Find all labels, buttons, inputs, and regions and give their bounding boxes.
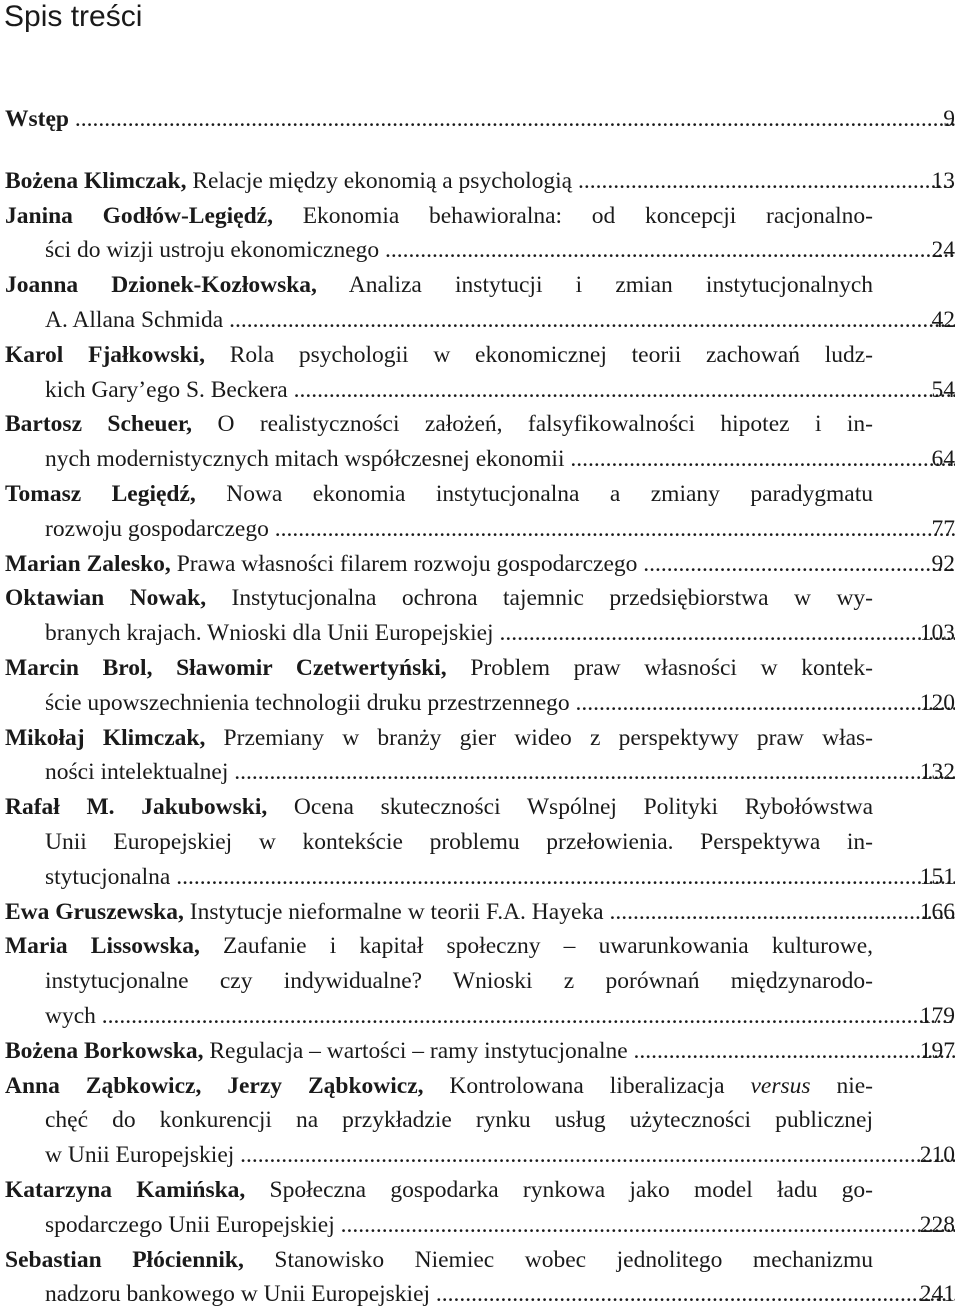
entry-line xyxy=(5,164,955,199)
entry-author: Tomasz Legiędź, xyxy=(5,481,196,507)
page-number: 13 xyxy=(875,164,955,199)
entry-title-cont: branych krajach. Wnioski dla Unii Europejskiej xyxy=(45,620,494,646)
entry-title-cont: Unii Europejskiej w kontekście problemu przełowienia. Perspektywa in- xyxy=(45,829,873,855)
entry-title: Problem praw własności w kontek- xyxy=(470,655,873,681)
entry-line xyxy=(5,233,955,268)
entry-title-cont: stytucjonalna xyxy=(45,864,170,890)
entry-line xyxy=(5,755,955,790)
entry-line xyxy=(5,999,955,1034)
entry-line xyxy=(5,616,955,651)
entry-author: Mikołaj Klimczak, xyxy=(5,725,205,751)
entry-line xyxy=(5,268,955,303)
entry-author: Janina Godłów-Legiędź, xyxy=(5,203,273,229)
entry-title-cont: rozwoju gospodarczego xyxy=(45,516,269,542)
entry-title: Przemiany w branży gier wideo z perspektywy praw włas- xyxy=(224,725,873,751)
entry-line xyxy=(5,199,955,234)
toc-entry[interactable] xyxy=(5,338,955,408)
toc-entry[interactable] xyxy=(5,651,955,721)
entry-line xyxy=(5,686,955,721)
toc-entry[interactable] xyxy=(5,547,955,582)
toc-entry[interactable] xyxy=(5,929,955,1033)
entry-line xyxy=(5,512,955,547)
entry-title-cont: nych modernistycznych mitach współczesnej ekonomii xyxy=(45,446,564,472)
page-number: 241 xyxy=(875,1277,955,1312)
entry-line xyxy=(5,1034,955,1069)
entry-line xyxy=(5,1103,955,1138)
page-number: 120 xyxy=(875,686,955,721)
entry-line xyxy=(5,1208,955,1243)
page-number: 179 xyxy=(875,999,955,1034)
entry-line xyxy=(5,1069,955,1104)
page-number: 24 xyxy=(875,233,955,268)
page-number: 64 xyxy=(875,442,955,477)
entry-line xyxy=(5,477,955,512)
entry-line xyxy=(5,790,955,825)
entry-title-cont: wych xyxy=(45,1003,96,1029)
toc-entry[interactable] xyxy=(5,407,955,477)
toc-entry[interactable] xyxy=(5,1243,955,1312)
entry-line xyxy=(5,895,955,930)
entry-line xyxy=(5,1173,955,1208)
entry-line xyxy=(5,442,955,477)
entry-title-italic: versus xyxy=(751,1073,811,1099)
entry-line xyxy=(5,651,955,686)
entry-title: Instytucje nieformalne w teorii F.A. Hayeka xyxy=(190,899,604,925)
entry-title-cont: spodarczego Unii Europejskiej xyxy=(45,1212,335,1238)
entry-author: Oktawian Nowak, xyxy=(5,585,206,611)
entry-author: Bożena Borkowska, xyxy=(5,1038,203,1064)
entry-title: Regulacja – wartości – ramy instytucjonalne xyxy=(209,1038,627,1064)
entry-title-cont: w Unii Europejskiej xyxy=(45,1142,234,1168)
entry-title: Zaufanie i kapitał społeczny – uwarunkowania kulturowe, xyxy=(223,933,873,959)
entry-line xyxy=(5,407,955,442)
entry-author: Sebastian Płóciennik, xyxy=(5,1247,244,1273)
entry-title: Ocena skuteczności Wspólnej Polityki Rybołówstwa xyxy=(294,794,873,820)
page-number: 210 xyxy=(875,1138,955,1173)
toc-entry[interactable] xyxy=(5,1069,955,1173)
entry-author: Bożena Klimczak, xyxy=(5,168,186,194)
toc-entry[interactable] xyxy=(5,1173,955,1243)
page-number: 77 xyxy=(875,512,955,547)
entry-author: Maria Lissowska, xyxy=(5,933,200,959)
entry-title: O realistyczności założeń, falsyfikowalności hipotez i in- xyxy=(217,411,873,437)
toc-entry[interactable] xyxy=(5,199,955,269)
toc-entry[interactable] xyxy=(5,268,955,338)
entry-line xyxy=(5,1243,955,1278)
entry-title: Rola psychologii w ekonomicznej teorii zachowań ludz- xyxy=(230,342,873,368)
entry-title: Ekonomia behawioralna: od koncepcji racjonalno- xyxy=(303,203,873,229)
page-number: 54 xyxy=(875,373,955,408)
entry-line xyxy=(5,581,955,616)
page-number: 92 xyxy=(875,547,955,582)
toc-entry[interactable] xyxy=(5,895,955,930)
entry-title: nie- xyxy=(836,1073,873,1099)
entry-title-cont: ści do wizji ustroju ekonomicznego xyxy=(45,237,379,263)
toc-entry-intro[interactable] xyxy=(5,102,955,137)
entry-author: Karol Fjałkowski, xyxy=(5,342,205,368)
entry-line xyxy=(5,547,955,582)
toc-entry[interactable] xyxy=(5,1034,955,1069)
page-number: 42 xyxy=(875,303,955,338)
entry-title: Kontrolowana liberalizacja xyxy=(449,1073,724,1099)
entry-author: Anna Ząbkowicz, Jerzy Ząbkowicz, xyxy=(5,1073,424,1099)
entry-title: Nowa ekonomia instytucjonalna a zmiany paradygmatu xyxy=(226,481,873,507)
entry-line xyxy=(5,303,955,338)
page-number: 151 xyxy=(875,860,955,895)
page-number: 228 xyxy=(875,1208,955,1243)
entry-title: Społeczna gospodarka rynkowa jako model ładu go- xyxy=(270,1177,873,1203)
page-number: 166 xyxy=(875,895,955,930)
entry-title-cont: instytucjonalne czy indywidualne? Wnioski z porównań międzynarodo- xyxy=(45,968,873,994)
entry-title: Wstęp ..... xyxy=(5,102,955,137)
entry-title: Instytucjonalna ochrona tajemnic przedsiębiorstwa w wy- xyxy=(232,585,873,611)
entry-line xyxy=(5,1138,955,1173)
entry-line xyxy=(5,1277,955,1312)
page-title: Spis treści xyxy=(4,0,142,34)
table-of-contents xyxy=(5,102,955,1312)
entry-author: Marcin Brol, Sławomir Czetwertyński, xyxy=(5,655,447,681)
entry-title-cont: ście upowszechnienia technologii druku przestrzennego xyxy=(45,690,570,716)
entry-author: Joanna Dzionek-Kozłowska, xyxy=(5,272,317,298)
entry-title: Analiza instytucji i zmian instytucjonalnych xyxy=(349,272,873,298)
entry-title-cont: chęć do konkurencji na przykładzie rynku usług użyteczności publicznej xyxy=(45,1107,873,1133)
entry-line xyxy=(5,373,955,408)
entry-title-cont: kich Gary’ego S. Beckera xyxy=(45,377,288,403)
entry-line xyxy=(5,860,955,895)
toc-entry[interactable] xyxy=(5,721,955,791)
entry-line xyxy=(5,964,955,999)
entry-title-cont: A. Allana Schmida xyxy=(45,307,223,333)
entry-title-cont: ności intelektualnej xyxy=(45,759,228,785)
entry-author: Katarzyna Kamińska, xyxy=(5,1177,245,1203)
page-number: 103 xyxy=(875,616,955,651)
entry-title: Prawa własności filarem rozwoju gospodarczego xyxy=(177,551,638,577)
entry-title: Relacje między ekonomią a psychologią xyxy=(192,168,572,194)
toc-entry[interactable] xyxy=(5,164,955,199)
entry-title: Stanowisko Niemiec wobec jednolitego mechanizmu xyxy=(274,1247,873,1273)
page-number: 132 xyxy=(875,755,955,790)
toc-entry[interactable] xyxy=(5,477,955,547)
entry-line xyxy=(5,825,955,860)
toc-entry[interactable] xyxy=(5,581,955,651)
entry-title-cont: nadzoru bankowego w Unii Europejskiej xyxy=(45,1281,430,1307)
page-number: 9 xyxy=(875,102,955,137)
entry-line xyxy=(5,721,955,756)
entry-author: Bartosz Scheuer, xyxy=(5,411,192,437)
entry-author: Ewa Gruszewska, xyxy=(5,899,184,925)
entry-author: Rafał M. Jakubowski, xyxy=(5,794,267,820)
toc-entry[interactable] xyxy=(5,790,955,894)
entry-line xyxy=(5,929,955,964)
page-number: 197 xyxy=(875,1034,955,1069)
entry-line xyxy=(5,338,955,373)
entry-author: Marian Zalesko, xyxy=(5,551,171,577)
